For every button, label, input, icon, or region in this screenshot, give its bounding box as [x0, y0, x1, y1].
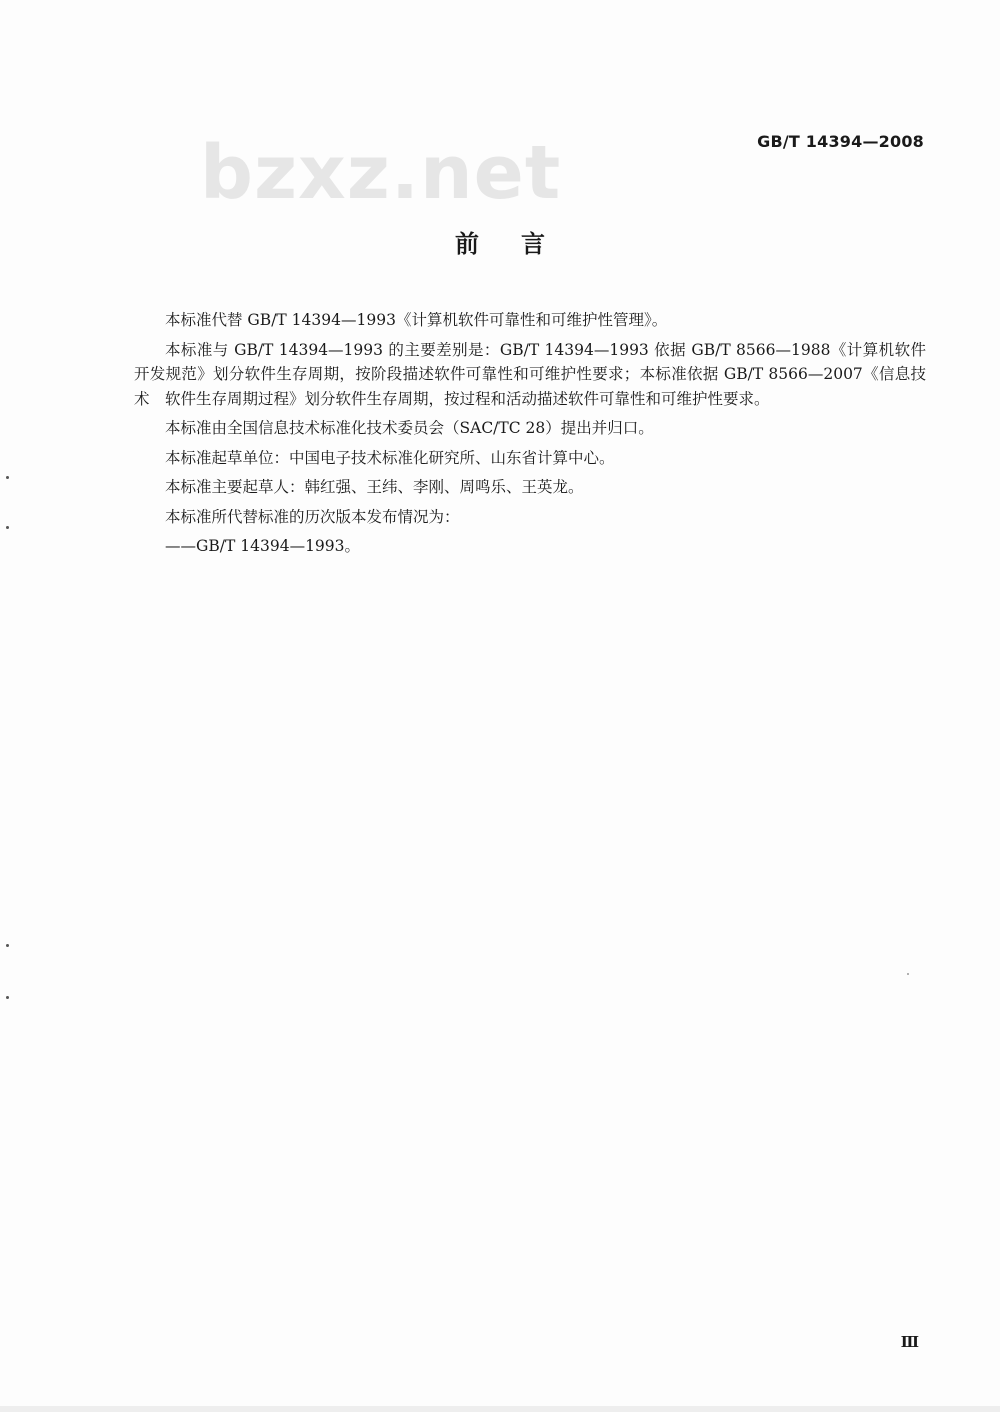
paragraph-differences: 本标准与 GB/T 14394—1993 的主要差别是：GB/T 14394—1993 依据 GB/T 8566—1988《计算机软件开发规范》划分软件生存周期，按阶段描述软件可靠性和可维护性要求；本标准依据 GB/T 8566—2007《信息技术 软件生存周期过程》划分软件生存周期，按过程和活动描述软件可靠性和可维护性要求。 [134, 340, 926, 408]
scan-bottom-edge [0, 1406, 1000, 1412]
paragraph-proposer: 本标准由全国信息技术标准化技术委员会（SAC/TC 28）提出并归口。 [165, 419, 654, 437]
paragraph-drafting-units: 本标准起草单位：中国电子技术标准化研究所、山东省计算中心。 [165, 448, 615, 467]
scan-speck [6, 476, 9, 479]
scan-speck [6, 944, 9, 947]
watermark-text: bzxz.net [200, 130, 562, 216]
scan-speck [6, 996, 9, 999]
paragraph-history-intro: 本标准所代替标准的历次版本发布情况为： [165, 507, 460, 526]
scan-speck [907, 973, 909, 975]
foreword-body [134, 308, 926, 564]
scan-speck [6, 526, 9, 529]
page-number: Ⅲ [900, 1333, 918, 1351]
paragraph-drafters: 本标准主要起草人：韩红强、王纬、李刚、周鸣乐、王英龙。 [165, 478, 584, 496]
standard-number: GB/T 14394—2008 [757, 132, 924, 151]
page-title: 前言 [455, 230, 587, 258]
paragraph-replaces: 本标准代替 GB/T 14394—1993《计算机软件可靠性和可维护性管理》。 [165, 311, 668, 329]
paragraph-history-item: ——GB/T 14394—1993。 [165, 537, 361, 555]
